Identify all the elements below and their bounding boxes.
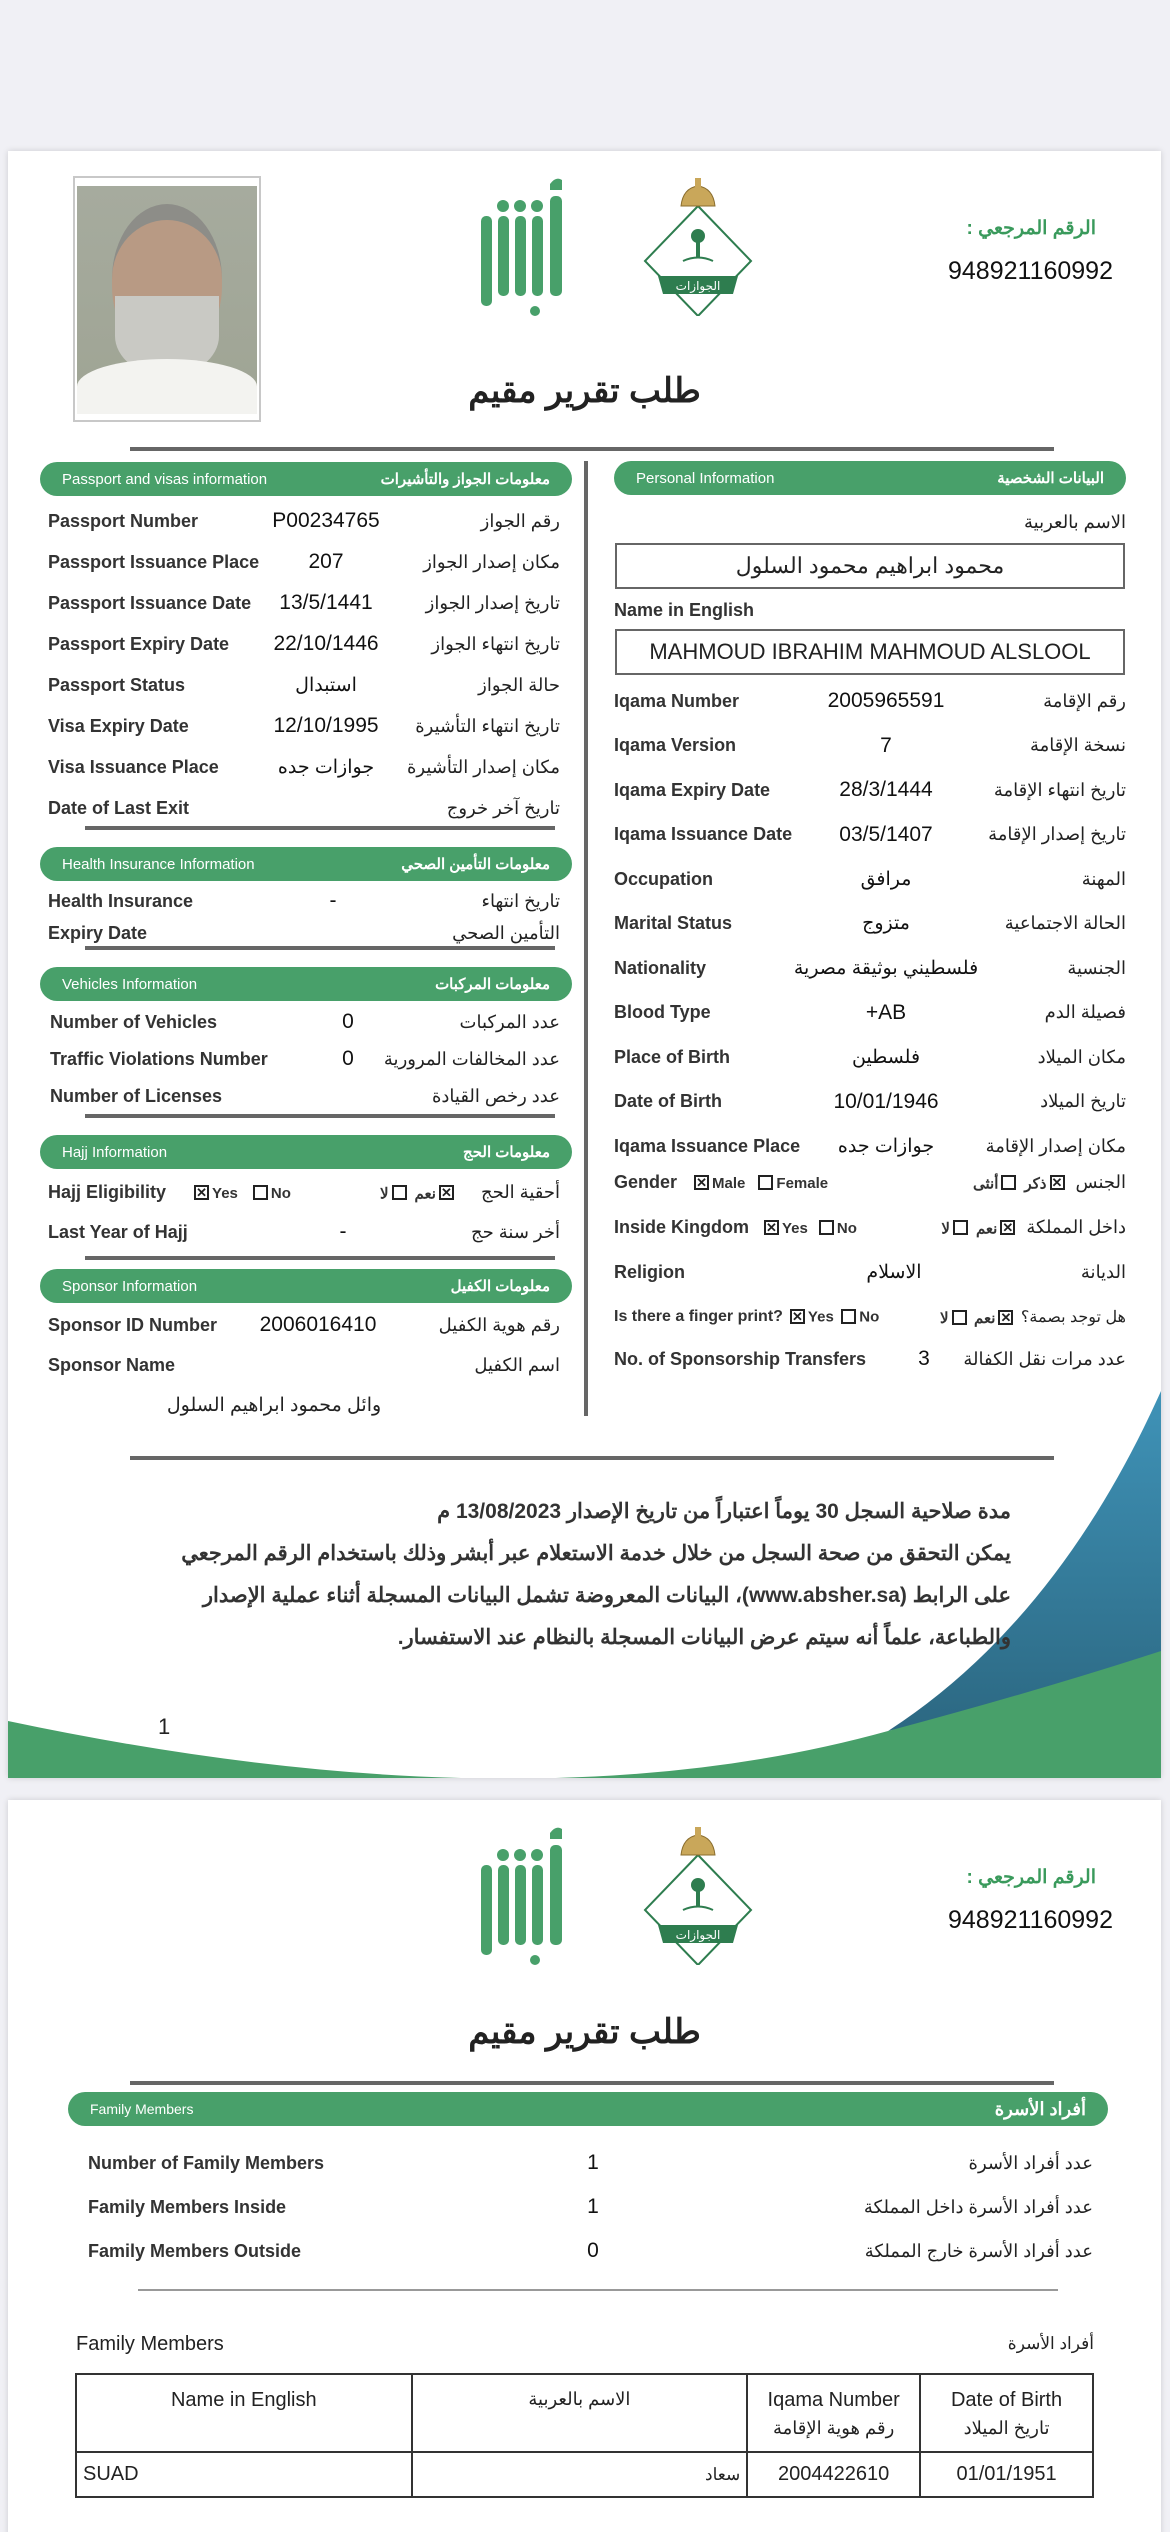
info-row bbox=[614, 1044, 1126, 1070]
row-value: استبدال bbox=[295, 674, 357, 696]
cell-iqama: 2004422610 bbox=[747, 2452, 920, 2497]
row-label-en: Passport Issuance Date bbox=[48, 592, 252, 613]
row-value: مرافق bbox=[860, 868, 912, 890]
row-label-en: Number of Vehicles bbox=[50, 1011, 218, 1032]
religion-label-en: Religion bbox=[614, 1261, 685, 1282]
emblem-ribbon-text: الجوازات bbox=[675, 279, 721, 293]
hajj-last-year-row bbox=[48, 1219, 560, 1245]
hajj-eligibility-ar bbox=[380, 1182, 560, 1203]
inside-kingdom-ar bbox=[941, 1217, 1126, 1238]
inside-kingdom-yes-ar-checkbox[interactable]: ✕ bbox=[1000, 1220, 1015, 1235]
info-row bbox=[614, 955, 1126, 981]
row-value: 207 bbox=[308, 550, 344, 573]
family-divider bbox=[138, 2289, 1058, 2291]
column-header-name-en bbox=[76, 2374, 412, 2452]
gender-label-ar: الجنس bbox=[1075, 1171, 1126, 1192]
row-value: P00234765 bbox=[272, 509, 380, 532]
row-label-ar: عدد المركبات bbox=[459, 1011, 560, 1032]
row-label-ar: عدد رخص القيادة bbox=[431, 1085, 560, 1106]
hajj-last-year-label-en: Last Year of Hajj bbox=[48, 1221, 188, 1242]
row-value: 7 bbox=[880, 733, 892, 757]
reference-label: الرقم المرجعي : bbox=[966, 218, 1096, 239]
info-row bbox=[48, 508, 560, 534]
page-title: طلب تقرير مقيم bbox=[468, 2013, 701, 2051]
inside-kingdom-en-options bbox=[761, 1217, 857, 1238]
row-value: +AB bbox=[865, 1000, 907, 1024]
row-label-ar: تاريخ إصدار الجواز bbox=[425, 592, 560, 613]
row-label-ar: عدد أفراد الأسرة داخل المملكة bbox=[863, 2196, 1093, 2217]
notice-line: مدة صلاحية السجل 30 يوماً اعتباراً من تاريخ الإصدار 13/08/2023 م bbox=[437, 1500, 1011, 1523]
gender-label-en: Gender bbox=[614, 1171, 678, 1192]
passport-title-en: Passport and visas information bbox=[62, 470, 268, 488]
health-label-en-2: Expiry Date bbox=[48, 922, 148, 943]
row-label-en: Iqama Issuance Date bbox=[614, 824, 793, 844]
cell-name-en: SUAD bbox=[76, 2452, 412, 2497]
notice-line: على الرابط (www.absher.sa)، البيانات المعروضة تشمل البيانات المسجلة أثناء عملية الإصدار bbox=[202, 1584, 1011, 1607]
gender-female-checkbox[interactable] bbox=[758, 1175, 773, 1190]
column-header-en: Date of Birth bbox=[950, 2389, 1063, 2411]
transfers-value: 3 bbox=[918, 1347, 930, 1370]
row-label-ar: تاريخ انتهاء الإقامة bbox=[993, 779, 1126, 800]
inside-kingdom-no-ar-checkbox[interactable] bbox=[953, 1220, 968, 1235]
row-value: 0 bbox=[342, 1010, 354, 1033]
row-label-en: Date of Birth bbox=[614, 1091, 722, 1111]
sponsor-name-label-en: Sponsor Name bbox=[48, 1354, 176, 1375]
hajj-last-year-label-ar: أخر سنة حج bbox=[471, 1221, 560, 1242]
row-label-ar: المهنة bbox=[1081, 868, 1126, 889]
notice-line: والطباعة، علماً أنه سيتم عرض البيانات المسجلة بالنظام عند الاستفسار. bbox=[397, 1626, 1011, 1649]
info-row bbox=[614, 911, 1126, 937]
hajj-yes-ar-checkbox[interactable]: ✕ bbox=[439, 1185, 454, 1200]
inside-kingdom-label-ar: داخل المملكة bbox=[1026, 1216, 1126, 1237]
row-value: 22/10/1446 bbox=[273, 632, 379, 655]
health-label-en-1: Health Insurance bbox=[48, 890, 194, 911]
row-label-ar: مكان إصدار التأشيرة bbox=[407, 756, 560, 777]
hajj-no-ar-checkbox[interactable] bbox=[392, 1185, 407, 1200]
info-row bbox=[614, 688, 1126, 714]
fingerprint-yes-checkbox[interactable]: ✕ bbox=[790, 1309, 805, 1324]
fingerprint-label-ar: هل توجد بصمة؟ bbox=[1020, 1309, 1126, 1326]
row-label-en: Number of Licenses bbox=[50, 1085, 223, 1106]
inside-kingdom-yes-ar-label: نعم bbox=[975, 1219, 998, 1237]
column-header-ar: الاسم بالعربية bbox=[528, 2389, 631, 2409]
info-row bbox=[614, 733, 1126, 759]
gender-female-ar-label: أنثى bbox=[973, 1174, 999, 1192]
info-row bbox=[48, 549, 560, 575]
info-row bbox=[88, 2238, 1093, 2264]
row-label-en: Place of Birth bbox=[614, 1046, 731, 1067]
inside-kingdom-row bbox=[614, 1214, 1126, 1240]
gender-en-options bbox=[691, 1172, 828, 1193]
gender-male-ar-checkbox[interactable]: ✕ bbox=[1050, 1175, 1065, 1190]
row-label-en: Passport Issuance Place bbox=[48, 551, 260, 572]
fingerprint-no-checkbox[interactable] bbox=[841, 1309, 856, 1324]
validity-notice bbox=[131, 1491, 1011, 1659]
absher-logo bbox=[473, 176, 583, 316]
row-label-ar: رقم الإقامة bbox=[1043, 690, 1126, 711]
vehicles-title-ar: معلومات المركبات bbox=[435, 976, 550, 993]
sponsor-id-label-en: Sponsor ID Number bbox=[48, 1314, 218, 1335]
row-label-ar: مكان إصدار الإقامة bbox=[985, 1135, 1126, 1156]
page-title: طلب تقرير مقيم bbox=[468, 372, 701, 410]
notice-divider bbox=[130, 1456, 1054, 1460]
row-label-en: Family Members Outside bbox=[88, 2240, 302, 2261]
row-value: فلسطين bbox=[851, 1046, 921, 1068]
hajj-title-ar: معلومات الحج bbox=[463, 1144, 550, 1161]
jawazat-emblem bbox=[633, 176, 763, 316]
family-table-title-ar: أفراد الأسرة bbox=[1007, 2334, 1094, 2353]
row-label-ar: مكان إصدار الجواز bbox=[423, 551, 560, 572]
row-label-en: Blood Type bbox=[614, 1002, 711, 1022]
hajj-no-checkbox[interactable] bbox=[253, 1185, 268, 1200]
religion-label-ar: الديانة bbox=[1080, 1261, 1126, 1282]
fingerprint-yes-ar-label: نعم bbox=[974, 1309, 996, 1327]
hajj-yes-checkbox[interactable]: ✕ bbox=[194, 1185, 209, 1200]
sponsor-name-row bbox=[48, 1351, 560, 1379]
cell-name-ar: سعاد bbox=[412, 2452, 748, 2497]
row-label-en: Marital Status bbox=[614, 913, 733, 933]
row-value: 13/5/1441 bbox=[279, 591, 373, 614]
row-label-ar: عدد أفراد الأسرة bbox=[968, 2152, 1093, 2173]
name-en-field: MAHMOUD IBRAHIM MAHMOUD ALSLOOL bbox=[615, 629, 1125, 675]
hajj-eligibility-label-en: Hajj Eligibility bbox=[48, 1181, 167, 1202]
family-table-title-en: Family Members bbox=[76, 2332, 224, 2355]
row-label-en: Occupation bbox=[614, 868, 714, 889]
info-row bbox=[614, 1133, 1126, 1159]
row-label-en: Passport Status bbox=[48, 674, 186, 695]
row-label-en: Visa Expiry Date bbox=[48, 715, 189, 736]
info-row bbox=[48, 754, 560, 780]
column-header-ar: تاريخ الميلاد bbox=[963, 2418, 1050, 2438]
fingerprint-row bbox=[614, 1304, 1126, 1330]
row-value: فلسطيني بوثيقة مصرية bbox=[793, 957, 979, 979]
table-header-row bbox=[76, 2374, 1093, 2452]
cell-dob: 01/01/1951 bbox=[920, 2452, 1093, 2497]
family-title-ar: أفراد الأسرة bbox=[994, 2098, 1086, 2119]
title-divider bbox=[130, 447, 1054, 451]
health-divider bbox=[85, 946, 555, 950]
info-row bbox=[614, 777, 1126, 803]
row-label-en: Family Members Inside bbox=[88, 2196, 287, 2217]
health-section-header bbox=[40, 847, 572, 881]
info-row bbox=[50, 1046, 560, 1072]
row-label-en: Visa Issuance Place bbox=[48, 756, 219, 777]
row-value: 0 bbox=[587, 2239, 599, 2262]
vehicles-section-header bbox=[40, 967, 572, 1001]
hajj-yes-label: Yes bbox=[212, 1184, 238, 1202]
row-label-ar: الجنسية bbox=[1067, 957, 1126, 978]
row-value: 0 bbox=[342, 1047, 354, 1070]
personal-title-en: Personal Information bbox=[636, 469, 775, 487]
row-value: 28/3/1444 bbox=[839, 778, 933, 801]
info-row bbox=[48, 590, 560, 616]
table-row bbox=[76, 2452, 1093, 2497]
sponsor-id-label-ar: رقم هوية الكفيل bbox=[438, 1314, 560, 1335]
sponsor-name-value: وائل محمود ابراهيم السلول bbox=[166, 1394, 382, 1416]
gender-row bbox=[614, 1169, 1126, 1195]
row-label-ar: تاريخ انتهاء الجواز bbox=[431, 633, 560, 654]
health-title-en: Health Insurance Information bbox=[62, 855, 255, 873]
row-label-ar: مكان الميلاد bbox=[1037, 1046, 1126, 1067]
fingerprint-no-ar-checkbox[interactable] bbox=[952, 1310, 967, 1325]
fingerprint-yes-label: Yes bbox=[807, 1308, 834, 1326]
name-ar-label: الاسم بالعربية bbox=[1023, 511, 1126, 532]
inside-kingdom-no-checkbox[interactable] bbox=[819, 1220, 834, 1235]
info-row bbox=[614, 1089, 1126, 1115]
family-members-table bbox=[75, 2373, 1094, 2498]
row-label-ar: تاريخ آخر خروج bbox=[446, 797, 560, 818]
absher-logo bbox=[473, 1825, 583, 1965]
column-header-en: Name in English bbox=[170, 2389, 317, 2411]
health-label-ar-1: تاريخ انتهاء bbox=[481, 890, 560, 911]
passport-divider bbox=[85, 826, 555, 830]
health-title-ar: معلومات التأمين الصحي bbox=[401, 856, 550, 873]
reference-number: 948921160992 bbox=[948, 1906, 1113, 1934]
health-row bbox=[48, 889, 560, 913]
hajj-eligibility-en-options bbox=[191, 1182, 291, 1203]
row-label-ar: تاريخ إصدار الإقامة bbox=[988, 824, 1126, 844]
gender-female-label: Female bbox=[776, 1174, 829, 1192]
column-header-dob bbox=[920, 2374, 1093, 2452]
row-value: 1 bbox=[587, 2195, 599, 2218]
hajj-eligibility-row bbox=[48, 1179, 560, 1205]
inside-kingdom-label-en: Inside Kingdom bbox=[614, 1216, 749, 1237]
row-value: 2005965591 bbox=[827, 689, 945, 712]
family-title-en: Family Members bbox=[90, 2101, 194, 2117]
hajj-title-en: Hajj Information bbox=[62, 1143, 168, 1161]
hajj-eligibility-label-ar: أحقية الحج bbox=[480, 1181, 560, 1202]
column-header-iqama bbox=[747, 2374, 920, 2452]
row-value: 12/10/1995 bbox=[273, 714, 379, 737]
fingerprint-en-options bbox=[787, 1308, 879, 1326]
hajj-no-label: No bbox=[270, 1184, 291, 1202]
sponsor-id-row bbox=[48, 1311, 560, 1339]
row-label-en: Passport Number bbox=[48, 510, 199, 531]
row-label-ar: تاريخ انتهاء التأشيرة bbox=[415, 715, 560, 736]
sponsor-title-en: Sponsor Information bbox=[62, 1277, 198, 1295]
row-label-en: Iqama Version bbox=[614, 735, 737, 755]
report-page-1 bbox=[8, 151, 1161, 1778]
personal-title-ar: البيانات الشخصية bbox=[997, 470, 1104, 487]
row-label-ar: رقم الجواز bbox=[480, 510, 560, 531]
sponsorship-transfers-row bbox=[614, 1346, 1126, 1372]
info-row bbox=[88, 2150, 1093, 2176]
page-number: 1 bbox=[158, 1714, 171, 1739]
row-label-en: Nationality bbox=[614, 957, 707, 978]
hajj-section-header bbox=[40, 1135, 572, 1169]
name-ar-field: محمود ابراهيم محمود السلول bbox=[615, 543, 1125, 589]
row-label-ar: عدد أفراد الأسرة خارج المملكة bbox=[864, 2240, 1093, 2261]
info-row bbox=[48, 713, 560, 739]
vehicles-title-en: Vehicles Information bbox=[62, 975, 198, 993]
column-header-name-ar bbox=[412, 2374, 748, 2452]
row-label-en: Iqama Expiry Date bbox=[614, 779, 771, 800]
health-value: - bbox=[329, 889, 337, 912]
column-header-en: Iqama Number bbox=[767, 2389, 900, 2411]
fingerprint-yes-ar-checkbox[interactable]: ✕ bbox=[998, 1310, 1013, 1325]
fingerprint-no-label: No bbox=[859, 1308, 880, 1326]
hajj-divider bbox=[85, 1256, 555, 1260]
row-label-ar: حالة الجواز bbox=[478, 674, 560, 695]
sponsor-title-ar: معلومات الكفيل bbox=[450, 1278, 550, 1295]
row-value: 10/01/1946 bbox=[833, 1089, 939, 1113]
inside-kingdom-yes-checkbox[interactable]: ✕ bbox=[764, 1220, 779, 1235]
transfers-label-ar: عدد مرات نقل الكفالة bbox=[963, 1348, 1126, 1369]
sponsor-section-header bbox=[40, 1269, 572, 1303]
reference-label: الرقم المرجعي : bbox=[966, 1867, 1096, 1888]
title-divider bbox=[130, 2081, 1054, 2085]
report-page-2 bbox=[8, 1800, 1161, 2532]
religion-value: الاسلام bbox=[866, 1261, 922, 1283]
row-value: جوازات جده bbox=[837, 1135, 935, 1157]
inside-kingdom-yes-label: Yes bbox=[782, 1219, 808, 1237]
row-label-en: Iqama Issuance Place bbox=[614, 1135, 801, 1156]
family-section-header bbox=[68, 2092, 1108, 2126]
column-divider bbox=[584, 461, 588, 1416]
sponsor-name-label-ar: اسم الكفيل bbox=[474, 1354, 560, 1375]
gender-male-ar-label: ذكر bbox=[1024, 1174, 1047, 1192]
column-header-ar: رقم هوية الإقامة bbox=[772, 2418, 895, 2438]
row-label-en: Iqama Number bbox=[614, 690, 740, 711]
transfers-label-en: No. of Sponsorship Transfers bbox=[614, 1348, 867, 1369]
family-table-title-row bbox=[76, 2330, 1094, 2358]
info-row bbox=[48, 795, 560, 821]
fingerprint-no-ar-label: لا bbox=[940, 1309, 949, 1327]
info-row bbox=[614, 822, 1126, 848]
hajj-last-year-value: - bbox=[339, 1220, 347, 1243]
info-row bbox=[48, 631, 560, 657]
row-label-en: Traffic Violations Number bbox=[50, 1048, 268, 1069]
hajj-yes-ar-label: نعم bbox=[414, 1184, 436, 1202]
row-label-en: Passport Expiry Date bbox=[48, 633, 230, 654]
fingerprint-ar bbox=[940, 1307, 1126, 1327]
name-en-label: Name in English bbox=[614, 599, 755, 620]
row-label-en: Number of Family Members bbox=[88, 2152, 325, 2173]
row-label-ar: عدد المخالفات المرورية bbox=[383, 1048, 560, 1069]
gender-male-checkbox[interactable]: ✕ bbox=[694, 1175, 709, 1190]
vehicles-divider bbox=[85, 1114, 555, 1118]
notice-line: يمكن التحقق من صحة السجل من خلال خدمة الاستعلام عبر أبشر وذلك باستخدام الرقم المرجعي bbox=[181, 1542, 1011, 1565]
info-row bbox=[88, 2194, 1093, 2220]
emblem-ribbon-text: الجوازات bbox=[675, 1928, 721, 1942]
personal-section-header bbox=[614, 461, 1126, 495]
hajj-no-ar-label: لا bbox=[379, 1184, 389, 1202]
info-row bbox=[50, 1009, 560, 1035]
row-label-ar: فصيلة الدم bbox=[1044, 1002, 1126, 1022]
name-ar-label-row bbox=[614, 509, 1126, 535]
info-row bbox=[614, 1000, 1126, 1026]
info-row bbox=[614, 866, 1126, 892]
row-value: 03/5/1407 bbox=[839, 822, 933, 846]
gender-ar bbox=[973, 1172, 1126, 1193]
inside-kingdom-no-ar-label: لا bbox=[941, 1219, 950, 1237]
info-row bbox=[48, 672, 560, 698]
name-en-label-row bbox=[614, 597, 1126, 623]
health-label-ar-2: التأمين الصحي bbox=[452, 922, 560, 943]
health-row-2 bbox=[48, 921, 560, 945]
info-row bbox=[50, 1083, 560, 1109]
row-label-ar: تاريخ الميلاد bbox=[1040, 1091, 1126, 1111]
row-label-en: Date of Last Exit bbox=[48, 797, 190, 818]
row-label-ar: نسخة الإقامة bbox=[1030, 735, 1126, 755]
row-value: 1 bbox=[587, 2151, 599, 2174]
gender-female-ar-checkbox[interactable] bbox=[1001, 1175, 1016, 1190]
passport-section-header bbox=[40, 462, 572, 496]
reference-number: 948921160992 bbox=[948, 257, 1113, 285]
row-label-ar: الحالة الاجتماعية bbox=[1004, 913, 1126, 933]
row-value: جوازات جده bbox=[277, 756, 375, 778]
jawazat-emblem bbox=[633, 1825, 763, 1965]
inside-kingdom-no-label: No bbox=[836, 1219, 857, 1237]
fingerprint-label-en: Is there a finger print? bbox=[614, 1308, 783, 1325]
passport-title-ar: معلومات الجواز والتأشيرات bbox=[380, 471, 550, 488]
religion-row bbox=[614, 1259, 1126, 1285]
row-value: متزوج bbox=[862, 913, 910, 934]
gender-male-label: Male bbox=[712, 1174, 746, 1192]
sponsor-id-value: 2006016410 bbox=[259, 1313, 377, 1336]
